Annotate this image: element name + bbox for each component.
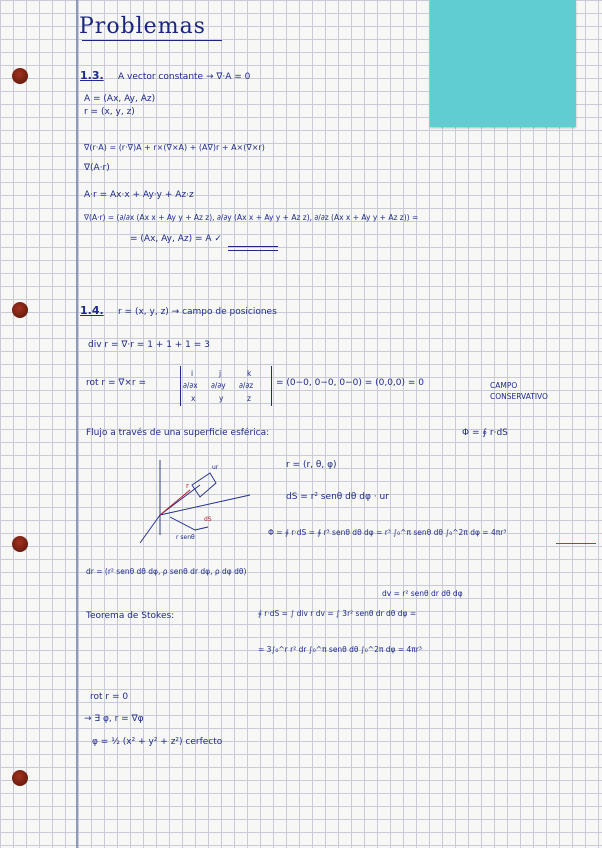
differential-line: dr = (r² senθ dθ dφ, ρ senθ dr dφ, ρ dφ dθ) bbox=[86, 567, 247, 576]
page-title: Problemas bbox=[79, 14, 206, 39]
rotational-label: rot r = ∇×r = bbox=[86, 378, 147, 388]
matrix-cell: y bbox=[219, 394, 224, 403]
matrix-cell: x bbox=[191, 394, 196, 403]
flux-formula: Φ = ∮ r·dS bbox=[462, 428, 508, 438]
exercise-1-4-statement: r = (x, y, z) → campo de posiciones bbox=[118, 307, 277, 317]
margin-line bbox=[76, 0, 78, 848]
exercise-1-4-number: 1.4. bbox=[80, 304, 104, 317]
gradient-components: ∇(A·r) = (∂/∂x (Ax x + Ay y + Az z), ∂/∂y (Ax x + Ay y + Az z), ∂/∂z (Ax x + Ay y + Az z)) = bbox=[84, 213, 419, 222]
x-axis bbox=[140, 515, 160, 543]
result-double-underline bbox=[228, 246, 278, 251]
binder-hole bbox=[12, 302, 28, 318]
sticky-note bbox=[430, 0, 576, 127]
exercise-1-3-statement: A vector constante → ∇·A = 0 bbox=[118, 72, 251, 82]
gradient-result: = (Ax, Ay, Az) = A ✓ bbox=[130, 234, 222, 244]
matrix-cell: ∂/∂z bbox=[239, 381, 254, 390]
matrix-cell: i bbox=[191, 369, 194, 378]
curl-determinant bbox=[180, 366, 272, 406]
title-underline bbox=[82, 40, 222, 41]
stokes-equation: ∮ r·dS = ∫ div r dv = ∫ 3r² senθ dr dθ dφ = bbox=[258, 609, 417, 618]
rot-zero-line: rot r = 0 bbox=[90, 692, 129, 702]
matrix-cell: z bbox=[247, 394, 251, 403]
binder-hole bbox=[12, 536, 28, 552]
sketch-label-ur: ur bbox=[212, 464, 219, 471]
potential-function: φ = ½ (x² + y² + z²) cerfecto bbox=[92, 737, 223, 747]
flux-calculation: Φ = ∮ r·dS = ∮ r³ senθ dθ dφ = r³ ∫₀^π senθ dθ ∫₀^2π dφ = 4πr³ bbox=[268, 528, 507, 537]
matrix-cell: k bbox=[247, 369, 252, 378]
projection-line bbox=[170, 517, 208, 530]
matrix-cell: ∂/∂y bbox=[211, 381, 226, 390]
divergence-line: div r = ∇·r = 1 + 1 + 1 = 3 bbox=[88, 340, 210, 350]
sketch-label-rsen: r senθ bbox=[176, 534, 195, 541]
curl-result: = (0−0, 0−0, 0−0) = (0,0,0) = 0 bbox=[276, 378, 425, 388]
binder-hole bbox=[12, 770, 28, 786]
binder-hole bbox=[12, 68, 28, 84]
spherical-position: r = (r, θ, φ) bbox=[286, 460, 337, 470]
stokes-result: = 3∫₀^r r² dr ∫₀^π senθ dθ ∫₀^2π dφ = 4πr³ bbox=[258, 645, 422, 654]
volume-element-note: dv = r² senθ dr dθ dφ bbox=[382, 589, 463, 598]
a-dot-r-expansion: A·r = Ax·x + Ay·y + Az·z bbox=[84, 190, 194, 200]
exercise-1-3-number: 1.3. bbox=[80, 69, 104, 82]
matrix-cell: j bbox=[219, 369, 222, 378]
sketch-label-r: r bbox=[186, 482, 189, 490]
conservative-field-note: CAMPO CONSERVATIVO bbox=[490, 381, 548, 401]
surface-element-formula: dS = r² senθ dθ dφ · ur bbox=[286, 492, 389, 502]
position-vector-definition: r = (x, y, z) bbox=[84, 107, 135, 117]
flux-result-underline bbox=[556, 543, 596, 544]
flux-label: Flujo a través de una superficie esférica: bbox=[86, 428, 270, 438]
gradient-a-dot-r: ∇(A·r) bbox=[84, 163, 110, 173]
stokes-label: Teorema de Stokes: bbox=[86, 611, 175, 621]
vector-a-definition: A = (Ax, Ay, Az) bbox=[84, 94, 156, 104]
surface-element bbox=[192, 473, 216, 497]
sphere-sketch bbox=[140, 455, 270, 555]
potential-existence: → ∃ φ, r = ∇φ bbox=[84, 714, 144, 724]
matrix-cell: ∂/∂x bbox=[183, 381, 198, 390]
sketch-label-ds: dS bbox=[204, 516, 212, 523]
gradient-identity: ∇(r·A) = (r·∇)A + r×(∇×A) + (A∇)r + A×(∇×r) bbox=[84, 143, 265, 152]
